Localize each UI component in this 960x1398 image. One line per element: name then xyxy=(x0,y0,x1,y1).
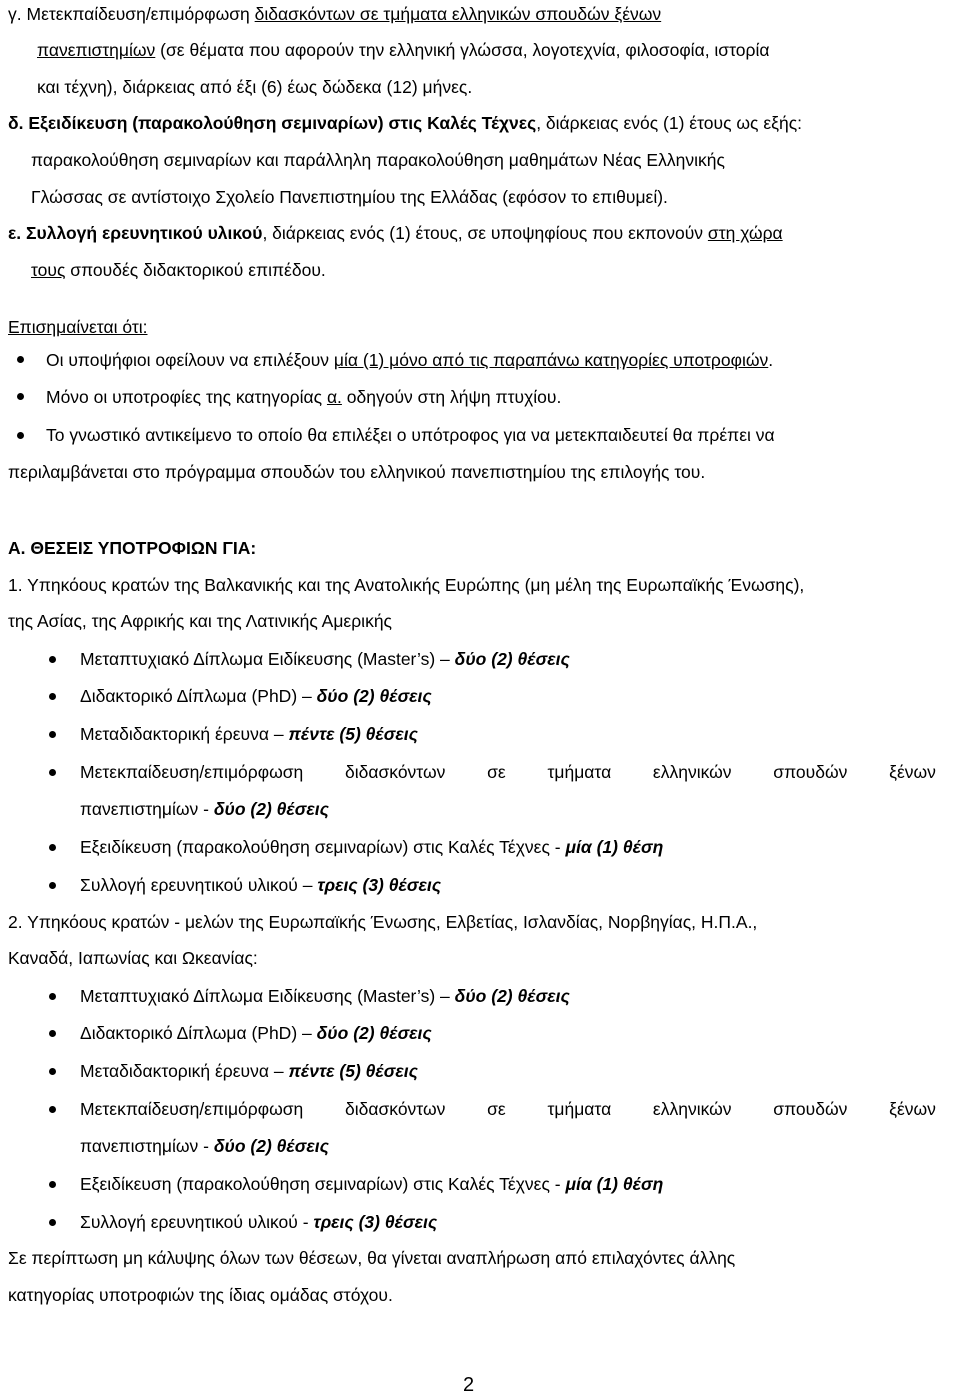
bullet-icon xyxy=(49,1030,56,1037)
note-2 xyxy=(46,385,561,409)
item-e-line2 xyxy=(31,258,326,282)
note-3-line2 xyxy=(8,460,705,484)
note-2-text: Μόνο οι υποτροφίες της κατηγορίας xyxy=(46,387,327,407)
g2-item-phd xyxy=(80,1021,432,1045)
word: σε xyxy=(487,762,506,782)
group-1-text: 1. Υπηκόους κρατών της Βαλκανικής και της Ανατολικής Ευρώπης (μη μέλη της Ευρωπαϊκής Ένωσης), xyxy=(8,575,805,595)
g1-item-phd-text: Διδακτορικό Δίπλωμα (PhD) – xyxy=(80,686,317,706)
note-1 xyxy=(46,348,773,372)
g1-item-phd xyxy=(80,684,432,708)
g1-item-training-text-2: πανεπιστημίων - xyxy=(80,799,214,819)
g2-item-research-text: Συλλογή ερευνητικού υλικού - xyxy=(80,1212,314,1232)
item-g-underlined: διδασκόντων σε τμήματα ελληνικών σπουδών ξένων xyxy=(254,4,662,24)
item-g-text-2: (σε θέματα που αφορούν την ελληνική γλώσσα, λογοτεχνία, φιλοσοφία, ιστορία xyxy=(160,40,770,60)
item-d-text-3: Γλώσσας σε αντίστοιχο Σχολείο Πανεπιστημίου της Ελλάδας (εφόσον το επιθυμεί). xyxy=(31,187,668,207)
bullet-icon xyxy=(49,1219,56,1226)
bullet-icon xyxy=(49,731,56,738)
note-3-text-2: περιλαμβάνεται στο πρόγραμμα σπουδών του ελληνικού πανεπιστημίου της επιλογής του. xyxy=(8,462,706,482)
bullet-icon xyxy=(49,1106,56,1113)
word: Μετεκπαίδευση/επιμόρφωση xyxy=(80,1099,304,1119)
g1-item-training-line1 xyxy=(80,760,936,784)
word: ελληνικών xyxy=(652,1099,732,1119)
g1-item-phd-count: δύο (2) θέσεις xyxy=(316,686,432,706)
g1-item-master xyxy=(80,647,570,671)
item-d-text-2: παρακολούθηση σεμιναρίων και παράλληλη παρακολούθηση μαθημάτων Νέας Ελληνικής xyxy=(31,150,725,170)
item-e-line1 xyxy=(8,221,783,245)
group-2-line2 xyxy=(8,946,258,970)
g2-item-arts-count: μία (1) θέση xyxy=(565,1174,664,1194)
word: τμήματα xyxy=(547,1099,612,1119)
note-2-end: οδηγούν στη λήψη πτυχίου. xyxy=(341,387,562,407)
item-g-underlined-2: πανεπιστημίων xyxy=(37,40,156,60)
item-d-line1 xyxy=(8,111,802,135)
page-number: 2 xyxy=(463,1374,475,1396)
word: Μετεκπαίδευση/επιμόρφωση xyxy=(80,762,304,782)
g1-item-postdoc-count: πέντε (5) θέσεις xyxy=(288,724,418,744)
item-g-line1 xyxy=(8,2,661,26)
item-d-bold: Εξειδίκευση (παρακολούθηση σεμιναρίων) στις Καλές Τέχνες xyxy=(28,113,537,133)
bullet-icon xyxy=(49,844,56,851)
bullet-icon xyxy=(49,993,56,1000)
word: τμήματα xyxy=(547,762,612,782)
bullet-icon xyxy=(49,769,56,776)
bullet-icon xyxy=(49,882,56,889)
g2-item-training-line2 xyxy=(80,1134,329,1158)
word: διδασκόντων xyxy=(345,1099,446,1119)
bullet-icon xyxy=(49,693,56,700)
item-g-text: Μετεκπαίδευση/επιμόρφωση xyxy=(26,4,250,24)
g1-item-postdoc xyxy=(80,722,418,746)
item-g-label: γ. xyxy=(8,4,22,24)
g1-item-research xyxy=(80,873,441,897)
g2-item-phd-text: Διδακτορικό Δίπλωμα (PhD) – xyxy=(80,1023,317,1043)
item-e-rest-2: σπουδές διδακτορικού επιπέδου. xyxy=(65,260,326,280)
closing-line1 xyxy=(8,1246,735,1270)
item-e-underlined-2: τους xyxy=(31,260,66,280)
bullet-icon xyxy=(49,656,56,663)
closing-text: Σε περίπτωση μη κάλυψης όλων των θέσεων, θα γίνεται αναπλήρωση από επιλαχόντες άλλης xyxy=(8,1248,736,1268)
closing-line2 xyxy=(8,1283,393,1307)
note-3-line1 xyxy=(46,423,775,447)
bullet-icon xyxy=(49,1181,56,1188)
item-d-label: δ. xyxy=(8,113,24,133)
closing-text-2: κατηγορίας υποτροφιών της ίδιας ομάδας στόχου. xyxy=(8,1285,393,1305)
g2-item-research-count: τρεις (3) θέσεις xyxy=(313,1212,438,1232)
group-2-line1 xyxy=(8,910,757,934)
word: διδασκόντων xyxy=(345,762,446,782)
g2-item-master xyxy=(80,984,570,1008)
g1-item-research-text: Συλλογή ερευνητικού υλικού – xyxy=(80,875,318,895)
item-d-line3 xyxy=(31,185,668,209)
bullet-icon xyxy=(17,393,24,400)
section-a-heading: Α. ΘΕΣΕΙΣ ΥΠΟΤΡΟΦΙΩΝ ΓΙΑ: xyxy=(8,538,257,558)
g2-item-postdoc xyxy=(80,1059,418,1083)
g2-item-arts xyxy=(80,1172,663,1196)
bullet-icon xyxy=(49,1068,56,1075)
item-e-bold: Συλλογή ερευνητικού υλικού xyxy=(26,223,263,243)
g1-item-master-text: Μεταπτυχιακό Δίπλωμα Ειδίκευσης (Master’s) – xyxy=(80,649,455,669)
note-3-text: Το γνωστικό αντικείμενο το οποίο θα επιλέξει ο υπότροφος για να μετεκπαιδευτεί θα πρέπει να xyxy=(46,425,775,445)
item-g-line3 xyxy=(37,75,472,99)
note-1-end: . xyxy=(768,350,774,370)
g1-item-arts-text: Εξειδίκευση (παρακολούθηση σεμιναρίων) στις Καλές Τέχνες - xyxy=(80,837,566,857)
g1-item-master-count: δύο (2) θέσεις xyxy=(454,649,570,669)
group-2-text: 2. Υπηκόους κρατών - μελών της Ευρωπαϊκής Ένωσης, Ελβετίας, Ισλανδίας, Νορβηγίας, Η.Π.Α., xyxy=(8,912,758,932)
word: ξένων xyxy=(889,1099,936,1119)
group-1-line1 xyxy=(8,573,804,597)
g1-item-training-count: δύο (2) θέσεις xyxy=(213,799,329,819)
item-e-underlined: στη χώρα xyxy=(707,223,783,243)
g1-item-arts-count: μία (1) θέση xyxy=(565,837,664,857)
note-2-underlined: α. xyxy=(326,387,342,407)
g2-item-master-count: δύο (2) θέσεις xyxy=(454,986,570,1006)
g2-item-training-line1 xyxy=(80,1097,936,1121)
g2-item-arts-text: Εξειδίκευση (παρακολούθηση σεμιναρίων) στις Καλές Τέχνες - xyxy=(80,1174,566,1194)
g1-item-arts xyxy=(80,835,663,859)
bullet-icon xyxy=(17,356,24,363)
g2-item-postdoc-text: Μεταδιδακτορική έρευνα – xyxy=(80,1061,289,1081)
item-e-label: ε. xyxy=(8,223,22,243)
group-1-text-2: της Ασίας, της Αφρικής και της Λατινικής Αμερικής xyxy=(8,611,392,631)
note-1-text: Οι υποψήφιοι οφείλουν να επιλέξουν xyxy=(46,350,334,370)
item-d-rest: , διάρκειας ενός (1) έτους ως εξής: xyxy=(536,113,802,133)
word: σπουδών xyxy=(773,762,848,782)
bullet-icon xyxy=(17,432,24,439)
item-g-text-3: και τέχνη), διάρκειας από έξι (6) έως δώδεκα (12) μήνες. xyxy=(37,77,473,97)
word: σπουδών xyxy=(773,1099,848,1119)
g2-item-master-text: Μεταπτυχιακό Δίπλωμα Ειδίκευσης (Master’s) – xyxy=(80,986,455,1006)
item-g-line2 xyxy=(37,38,769,62)
g2-item-phd-count: δύο (2) θέσεις xyxy=(316,1023,432,1043)
g2-item-research xyxy=(80,1210,437,1234)
g1-item-research-count: τρεις (3) θέσεις xyxy=(317,875,442,895)
g1-item-training-line2 xyxy=(80,797,329,821)
g2-item-training-count: δύο (2) θέσεις xyxy=(213,1136,329,1156)
item-d-line2 xyxy=(31,148,725,172)
word: σε xyxy=(487,1099,506,1119)
g1-item-postdoc-text: Μεταδιδακτορική έρευνα – xyxy=(80,724,289,744)
notes-heading: Επισημαίνεται ότι: xyxy=(8,317,148,337)
g2-item-training-text-2: πανεπιστημίων - xyxy=(80,1136,214,1156)
group-2-text-2: Καναδά, Ιαπωνίας και Ωκεανίας: xyxy=(8,948,258,968)
note-1-underlined: μία (1) μόνο από τις παραπάνω κατηγορίες υποτροφιών xyxy=(333,350,769,370)
g2-item-postdoc-count: πέντε (5) θέσεις xyxy=(288,1061,418,1081)
word: ξένων xyxy=(889,762,936,782)
word: ελληνικών xyxy=(652,762,732,782)
item-e-rest: , διάρκειας ενός (1) έτους, σε υποψηφίους που εκπονούν xyxy=(262,223,704,243)
group-1-line2 xyxy=(8,609,392,633)
